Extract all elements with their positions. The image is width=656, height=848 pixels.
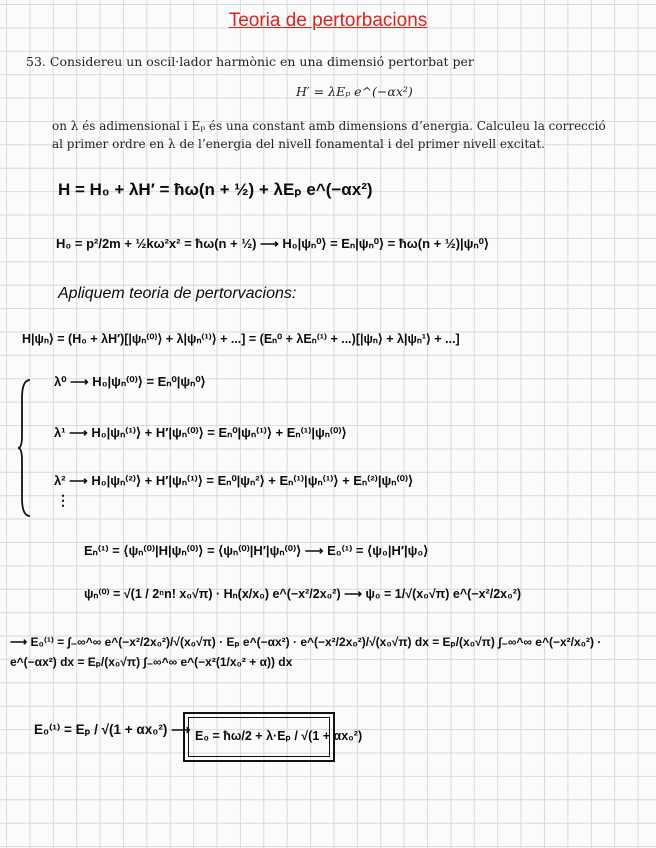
wavefunction-equation: ψₙ⁽⁰⁾ = √(1 / 2ⁿn! x₀√π) · Hₙ(x/x₀) e^(−x²/2x₀²) ⟶ ψ₀ = 1/√(x₀√π) e^(−x²/2x₀²) bbox=[84, 587, 522, 601]
problem-text-3: al primer ordre en λ de l’energia del nivell fonamental i del primer nivell excitat. bbox=[52, 137, 545, 151]
problem-formula: H′ = λEₚ e^(−αx²) bbox=[296, 84, 413, 99]
problem-text-2: on λ és adimensional i Eₚ és una constant amb dimensions d’energia. Calculeu la correcció bbox=[52, 119, 606, 133]
expansion-equation: H|ψₙ⟩ = (H₀ + λH′)[|ψₙ⁽⁰⁾⟩ + λ|ψₙ⁽¹⁾⟩ + ...] = (Eₙ⁰ + λEₙ⁽¹⁾ + ...)[|ψₙ⟩ + λ|ψₙ¹⟩ + ...] bbox=[22, 332, 460, 346]
order-2-equation: λ² ⟶ H₀|ψₙ⁽²⁾⟩ + H′|ψₙ⁽¹⁾⟩ = Eₙ⁰|ψₙ²⟩ + Eₙ⁽¹⁾|ψₙ⁽¹⁾⟩ + Eₙ⁽²⁾|ψₙ⁽⁰⁾⟩ bbox=[54, 473, 414, 488]
left-brace-icon bbox=[18, 378, 32, 518]
integral-equation: ⟶ E₀⁽¹⁾ = ∫₋∞^∞ e^(−x²/2x₀²)/√(x₀√π) · Eₚ e^(−αx²) · e^(−x²/2x₀²)/√(x₀√π) dx = Eₚ/(x₀√π) ∫₋∞^∞ e^(−x²/x₀²) · e^(−αx²) dx = Eₚ/(x₀√π) ∫₋∞^∞ e^(−x²(1/x₀² + α)) dx bbox=[10, 635, 602, 669]
page-title: Teoria de pertorbacions bbox=[228, 10, 428, 31]
final-answer-box bbox=[183, 712, 363, 762]
problem-number: 53. bbox=[26, 54, 46, 69]
correction-result: E₀⁽¹⁾ = Eₚ / √(1 + αx₀²) ⟶ bbox=[34, 722, 191, 737]
problem-statement-line-1 bbox=[26, 54, 474, 69]
order-0-equation: λ⁰ ⟶ H₀|ψₙ⁽⁰⁾⟩ = Eₙ⁰|ψₙ⁰⟩ bbox=[54, 374, 206, 389]
first-order-correction: Eₙ⁽¹⁾ = ⟨ψₙ⁽⁰⁾|H|ψₙ⁽⁰⁾⟩ = ⟨ψₙ⁽⁰⁾|H′|ψₙ⁽⁰⁾⟩ ⟶ E₀⁽¹⁾ = ⟨ψ₀|H′|ψ₀⟩ bbox=[84, 543, 429, 558]
hamiltonian-equation: H = H₀ + λH′ = ħω(n + ½) + λEₚ e^(−αx²) bbox=[58, 180, 373, 199]
continuation-dots: ⋮ bbox=[56, 492, 70, 508]
perturbation-theory-heading: Apliquem teoria de pertorvacions: bbox=[58, 285, 297, 302]
final-answer: E₀ = ħω/2 + λ·Eₚ / √(1 + αx₀²) bbox=[195, 729, 363, 743]
order-1-equation: λ¹ ⟶ H₀|ψₙ⁽¹⁾⟩ + H′|ψₙ⁽⁰⁾⟩ = Eₙ⁰|ψₙ⁽¹⁾⟩ + Eₙ⁽¹⁾|ψₙ⁽⁰⁾⟩ bbox=[54, 425, 347, 440]
problem-text-1: Considereu un oscil·lador harmònic en una dimensió pertorbat per bbox=[49, 54, 474, 69]
unperturbed-hamiltonian: H₀ = p²/2m + ½kω²x² = ħω(n + ½) ⟶ H₀|ψₙ⁰⟩ = Eₙ|ψₙ⁰⟩ = ħω(n + ½)|ψₙ⁰⟩ bbox=[56, 236, 489, 251]
